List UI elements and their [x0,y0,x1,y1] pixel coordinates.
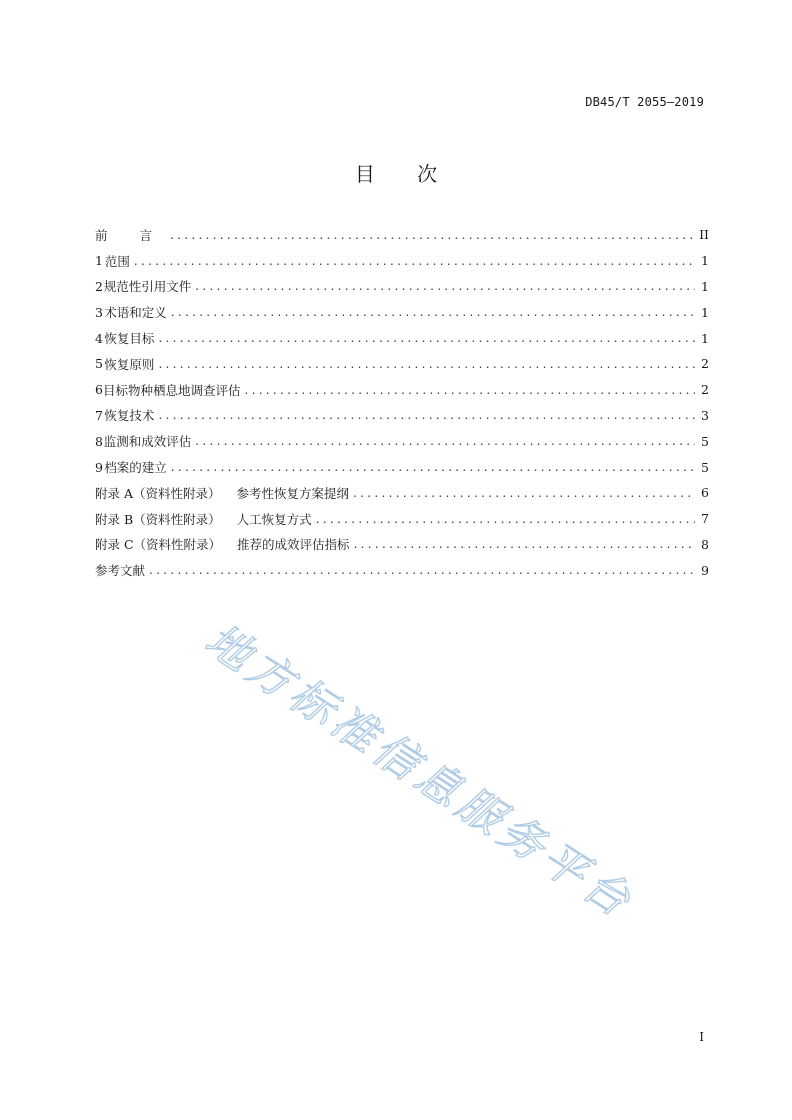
toc-entry-number: 1 [95,253,103,269]
toc-entry-page: 5 [701,433,709,449]
toc-entry-number: 5 [95,356,103,372]
watermark: 地方标准信息服务平台 [195,614,644,930]
toc-entry-label: 附录 C（资料性附录） [95,537,222,553]
toc-entry-subtitle: 人工恢复方式 [236,511,312,527]
toc-entry-restoration-goals[interactable] [95,325,709,351]
toc-entry-label: 档案的建立 [104,460,167,476]
toc-entry-label: 恢复技术 [104,408,155,424]
toc-entry-number: 2 [95,278,103,294]
toc-entry-number: 8 [95,433,103,449]
toc-entry-habitat-survey[interactable] [95,377,709,403]
toc-leader-dots [171,461,695,473]
toc-entry-label: 范围 [104,253,130,269]
document-code: DB45/T 2055—2019 [585,95,704,109]
toc-entry-restoration-techniques[interactable] [95,403,709,429]
toc-entry-appendix-a[interactable] [95,480,709,506]
toc-entry-archives[interactable] [95,454,709,480]
toc-entry-page: 8 [701,536,709,552]
toc-leader-dots [149,564,695,576]
toc-entry-label: 规范性引用文件 [103,279,192,295]
toc-entry-page: 2 [701,382,709,398]
toc-entry-label: 恢复原则 [104,356,155,372]
toc-entry-page: 5 [701,459,709,475]
toc-entry-page: II [699,227,709,243]
toc-entry-page: 1 [701,253,709,269]
toc-entry-label: 前 言 [95,227,166,243]
toc-leader-dots [171,306,695,318]
toc-entry-label: 参考文献 [95,563,146,579]
toc-entry-label: 目标物种栖息地调查评估 [102,382,241,398]
toc-title: 目 次 [354,162,456,186]
toc-leader-dots [354,538,695,550]
toc-entry-foreword[interactable] [95,222,709,248]
page-number: I [699,1030,704,1044]
toc-entry-page: 3 [701,407,709,423]
toc-entry-appendix-c[interactable] [95,532,709,558]
toc-entry-page: 7 [701,511,709,527]
toc-leader-dots [158,358,695,370]
toc-entry-appendix-b[interactable] [95,506,709,532]
toc-entry-label: 附录 B（资料性附录） [95,511,221,527]
toc-entry-page: 2 [701,356,709,372]
toc-leader-dots [195,280,695,292]
toc-entry-number: 9 [95,459,103,475]
toc-entry-label: 术语和定义 [104,305,167,321]
toc-entry-subtitle: 参考性恢复方案提纲 [236,485,350,501]
toc-entry-number: 3 [95,304,103,320]
toc-entry-normative-references[interactable] [95,274,709,300]
toc-entry-terms-definitions[interactable] [95,299,709,325]
toc-entry-references[interactable] [95,557,709,583]
toc-leader-dots [158,332,695,344]
toc-entry-label: 监测和成效评估 [103,434,192,450]
toc-entry-page: 1 [701,304,709,320]
toc-entry-label: 附录 A（资料性附录） [95,485,221,501]
toc-leader-dots [158,409,695,421]
toc-entry-page: 1 [701,330,709,346]
toc-entry-page: 1 [701,278,709,294]
toc-entry-subtitle: 推荐的成效评估指标 [237,537,350,553]
toc-leader-dots [134,255,695,267]
toc-entry-page: 9 [701,562,709,578]
toc-entry-restoration-principles[interactable] [95,351,709,377]
toc-list [95,222,709,583]
toc-leader-dots [353,487,695,499]
toc-leader-dots [316,513,695,525]
toc-entry-number: 6 [95,382,103,398]
toc-entry-page: 6 [701,485,709,501]
toc-leader-dots [244,384,695,396]
toc-entry-number: 4 [95,330,103,346]
toc-leader-dots [170,229,693,241]
toc-leader-dots [195,435,695,447]
toc-entry-label: 恢复目标 [104,331,155,347]
toc-entry-number: 7 [95,407,103,423]
toc-entry-monitoring[interactable] [95,428,709,454]
toc-entry-scope[interactable] [95,248,709,274]
